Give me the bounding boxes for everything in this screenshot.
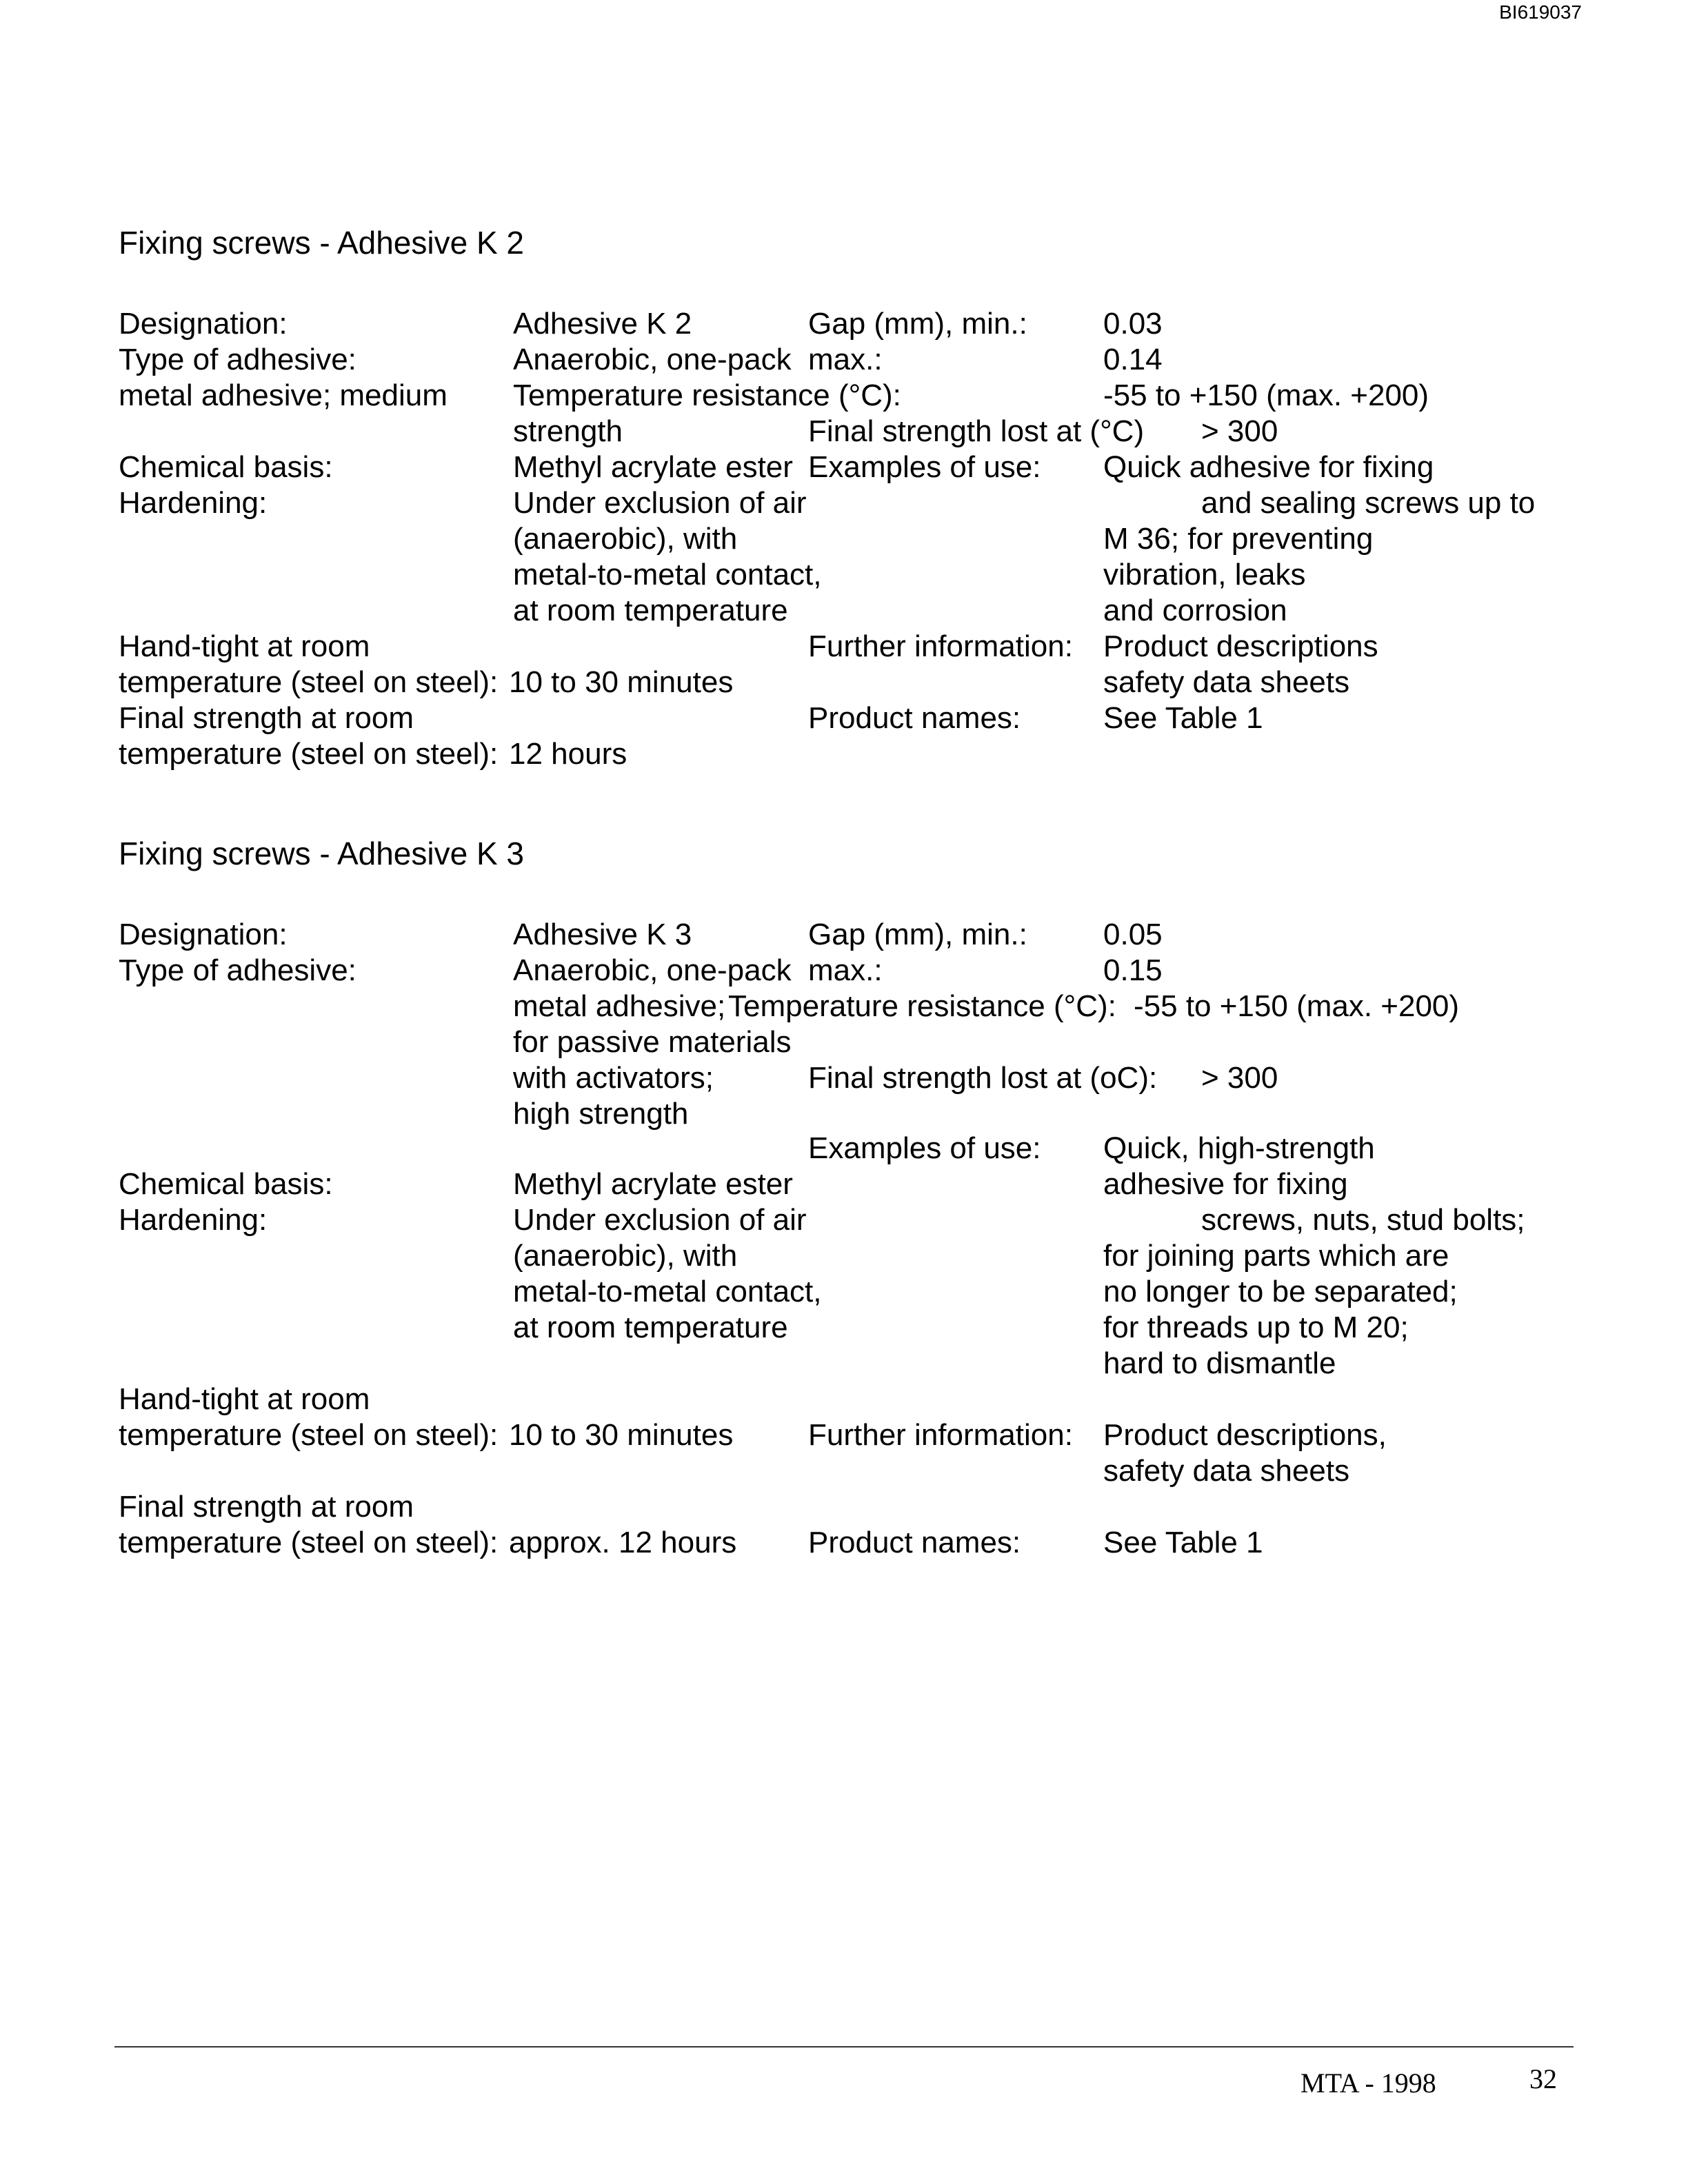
final-strength-value: approx. 12 hours — [509, 1526, 737, 1559]
gap-min-value: 0.05 — [1103, 918, 1163, 951]
section-title-k3: Fixing screws - Adhesive K 3 — [119, 836, 525, 871]
hand-tight-label: Hand-tight at room — [119, 1382, 370, 1416]
strength-lost-label: Final strength lost at (°C) — [808, 414, 1145, 448]
hardening-line: metal-to-metal contact, — [513, 1275, 822, 1308]
hand-tight-value: 10 to 30 minutes — [509, 665, 734, 699]
hand-tight-label: Hand-tight at room — [119, 629, 370, 663]
gap-min-label: Gap (mm), min.: — [808, 918, 1027, 951]
designation-label: Designation: — [119, 307, 288, 341]
chemical-basis-value: Methyl acrylate ester — [513, 450, 793, 484]
examples-line: and sealing screws up to — [1201, 486, 1536, 520]
strength-lost-label: Final strength lost at (oC): — [808, 1061, 1158, 1095]
temp-resistance-label: Temperature resistance (°C): — [513, 378, 901, 412]
page-number: 32 — [1529, 2063, 1557, 2094]
examples-line: and corrosion — [1103, 594, 1287, 627]
examples-line: Quick adhesive for fixing — [1103, 450, 1434, 484]
footer-label: MTA - 1998 — [1300, 2067, 1436, 2099]
chemical-basis-label: Chemical basis: — [119, 450, 333, 484]
footer-divider — [114, 2046, 1574, 2048]
temp-resistance-value: -55 to +150 (max. +200) — [1134, 989, 1460, 1023]
hardening-line: at room temperature — [513, 594, 788, 627]
type-value: Anaerobic, one-pack — [513, 343, 792, 376]
examples-line: adhesive for fixing — [1103, 1167, 1348, 1201]
further-info-line: safety data sheets — [1103, 665, 1350, 699]
designation-label: Designation: — [119, 918, 288, 951]
product-names-value: See Table 1 — [1103, 701, 1263, 735]
examples-line: M 36; for preventing — [1103, 522, 1374, 556]
section-title-k2: Fixing screws - Adhesive K 2 — [119, 225, 525, 261]
type-label: Type of adhesive: — [119, 343, 356, 376]
final-strength-label: temperature (steel on steel): — [119, 1526, 499, 1559]
hand-tight-label: temperature (steel on steel): — [119, 1418, 499, 1452]
examples-line: for threads up to M 20; — [1103, 1311, 1409, 1344]
type-value: Anaerobic, one-pack — [513, 953, 792, 987]
examples-line: for joining parts which are — [1103, 1239, 1449, 1273]
hardening-line: Under exclusion of air — [513, 486, 807, 520]
product-names-value: See Table 1 — [1103, 1526, 1263, 1559]
further-info-line: Product descriptions — [1103, 629, 1378, 663]
further-info-label: Further information: — [808, 1418, 1073, 1452]
hardening-line: (anaerobic), with — [513, 1239, 738, 1273]
chemical-basis-value: Methyl acrylate ester — [513, 1167, 793, 1201]
chemical-basis-label: Chemical basis: — [119, 1167, 333, 1201]
hardening-line: at room temperature — [513, 1311, 788, 1344]
temp-resistance-value: -55 to +150 (max. +200) — [1103, 378, 1429, 412]
strength-lost-value: > 300 — [1201, 414, 1278, 448]
gap-max-value: 0.15 — [1103, 953, 1163, 987]
examples-line: screws, nuts, stud bolts; — [1201, 1203, 1525, 1237]
hardening-line: Under exclusion of air — [513, 1203, 807, 1237]
gap-max-value: 0.14 — [1103, 343, 1163, 376]
gap-max-label: max.: — [808, 343, 883, 376]
type-value: strength — [513, 414, 623, 448]
examples-line: no longer to be separated; — [1103, 1275, 1458, 1308]
final-strength-value: 12 hours — [509, 737, 627, 771]
hand-tight-label: temperature (steel on steel): — [119, 665, 499, 699]
type-value: with activators; — [513, 1061, 714, 1095]
gap-min-value: 0.03 — [1103, 307, 1163, 341]
examples-label: Examples of use: — [808, 450, 1041, 484]
designation-value: Adhesive K 2 — [513, 307, 692, 341]
gap-min-label: Gap (mm), min.: — [808, 307, 1027, 341]
examples-line: hard to dismantle — [1103, 1346, 1336, 1380]
document-id: BI619037 — [1499, 1, 1582, 23]
hardening-line: (anaerobic), with — [513, 522, 738, 556]
examples-label: Examples of use: — [808, 1131, 1041, 1165]
further-info-line: Product descriptions, — [1103, 1418, 1387, 1452]
hardening-label: Hardening: — [119, 1203, 268, 1237]
examples-line: vibration, leaks — [1103, 558, 1306, 592]
product-names-label: Product names: — [808, 1526, 1021, 1559]
product-names-label: Product names: — [808, 701, 1021, 735]
type-value: metal adhesive; — [513, 989, 726, 1023]
final-strength-label: Final strength at room — [119, 1490, 414, 1524]
further-info-label: Further information: — [808, 629, 1073, 663]
strength-lost-value: > 300 — [1201, 1061, 1278, 1095]
final-strength-label: Final strength at room — [119, 701, 414, 735]
examples-line: Quick, high-strength — [1103, 1131, 1375, 1165]
final-strength-label: temperature (steel on steel): — [119, 737, 499, 771]
type-value: for passive materials — [513, 1025, 792, 1059]
type-label: Type of adhesive: — [119, 953, 356, 987]
hand-tight-value: 10 to 30 minutes — [509, 1418, 734, 1452]
hardening-line: metal-to-metal contact, — [513, 558, 822, 592]
type-value: metal adhesive; medium — [119, 378, 448, 412]
temp-resistance-label: Temperature resistance (°C): — [728, 989, 1116, 1023]
further-info-line: safety data sheets — [1103, 1454, 1350, 1488]
designation-value: Adhesive K 3 — [513, 918, 692, 951]
hardening-label: Hardening: — [119, 486, 268, 520]
gap-max-label: max.: — [808, 953, 883, 987]
type-value: high strength — [513, 1097, 689, 1131]
